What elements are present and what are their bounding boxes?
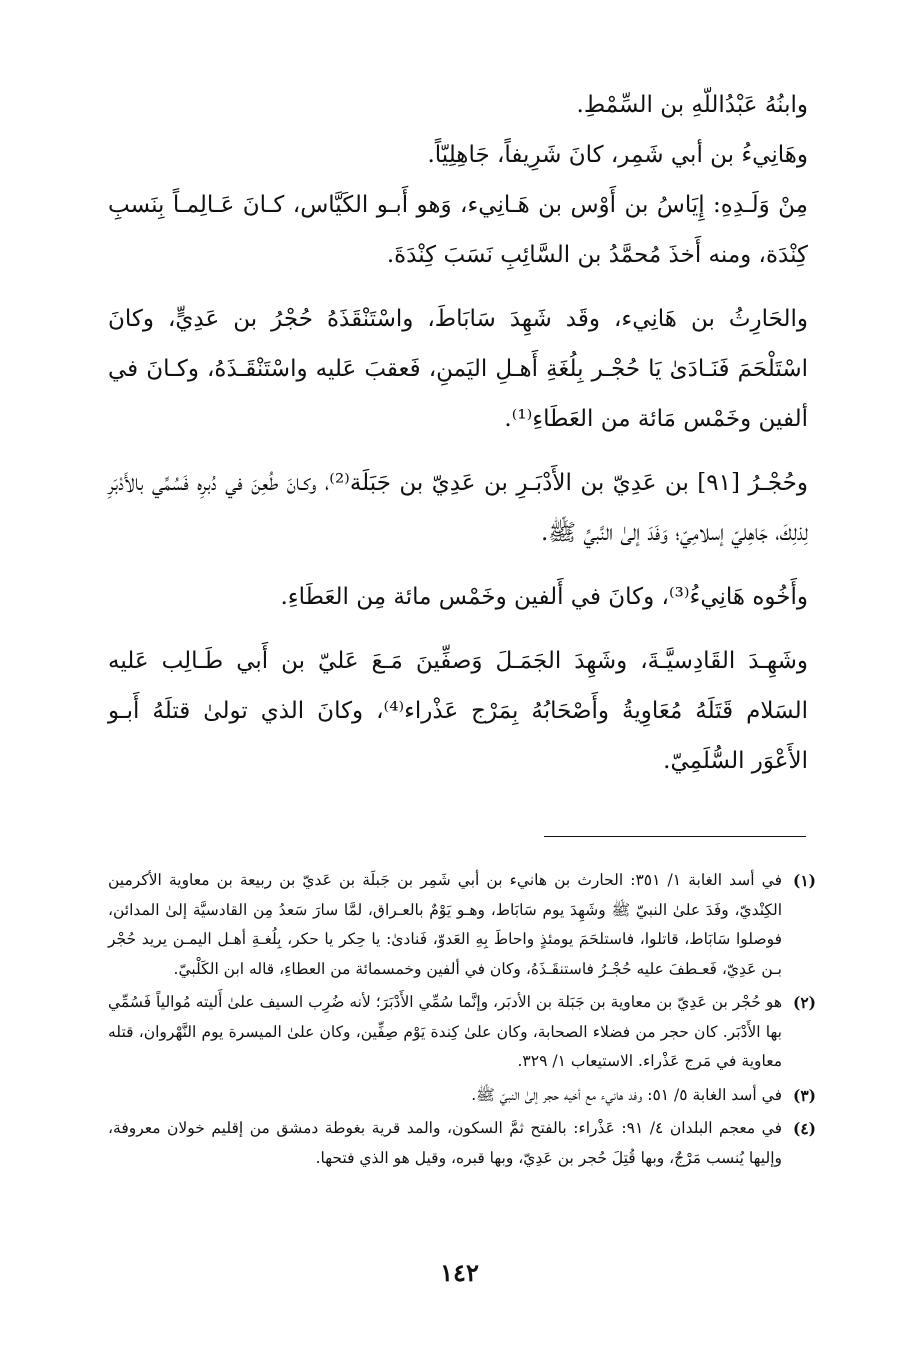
main-text — [108, 80, 808, 786]
footnote-number: (٤) — [792, 1119, 816, 1138]
footnote-text: في أسد الغابة ٥/ ٥١: وفد هانيء مع أخيه حجر إلىٰ النبيّ ﷺ. — [471, 1085, 782, 1104]
paragraph-5: وحُجْـرُ [٩١] بن عَدِيّ بن الأَدْبَـرِ بن عَدِيّ بن جَبَلَة⁽²⁾، وكـانَ طُعِنَ في دُبرِه فَسُمِّي بالأَدْبَرِ لِذلِكَ، جَاهِليّ إسلامِيّ؛ وَفَدَ إلىٰ النَّبيِّ ﷺ. — [108, 470, 809, 546]
footnote-3 — [108, 1081, 816, 1111]
paragraph-4: والحَارِثُ بن هَانِيء، وقَد شَهِدَ سَابَاطَ، واسْتَنْقَذَهُ حُجْرُ بن عَدِيٍّ، وكانَ اسْتَلْحَمَ فَنَـادَىٰ يَا حُجْـر بِلُغَةِ أَهـلِ اليَمنِ، فَعقبَ عَليه واسْتَنْقَـذَهُ، وكـانَ في ألفين وخَمْس مَائة من العَطَاءِ⁽¹⁾. — [108, 306, 808, 432]
footnote-text: في أسد الغابة ١/ ٣٥١: الحارث بن هانيء بن أبي شَمِر بن جَبلَة بن عَديّ بن ربيعة بن معاوية الأكرمين الكِنْديّ، وفَدَ علىٰ النبيّ ﷺ وشَهِدَ يوم سَابَاط، وهـو يَوْمٌ بالعـراق، لمَّا سارَ سَعدُ مِن القادسيَّة إلىٰ المدائن، فوصلوا سَابَاط، قاتلوا، فاستلحَمَ يومئذٍ واحاطَ بِهِ العَدوّ، فَنادىٰ: يا حِكر يا حكر، بِلُغـةِ أهـل اليمـن يريد حُجْر بـن عَدِيّ، فَعـطفَ عليه حُجْـرُ فاستنقَـذَهُ، وكان في ألفين وخمسمائة من العطاءِ، قاله ابن الكَلْبيّ. — [108, 871, 782, 978]
paragraph-1: وابنُهُ عَبْدُاللّهِ بن السِّمْطِ. — [576, 92, 808, 118]
paragraph-6: وأَخُوه هَانِيءُ⁽³⁾، وكانَ في أَلفين وخَمْس مائة مِن العَطَاءِ. — [280, 584, 808, 610]
page-number: ١٤٢ — [440, 1258, 479, 1287]
footnote-text: هو حُجْر بن عَدِيّ بن معاوية بن جَبَلة بن الأدبَر، وإنَّما سُمِّي الأَدْبَرَ؛ لأنه ضُرِب السيف علىٰ أَليته مُوالياً فَسُمِّي بها الأَدْبَر. كان حجر من فضلاء الصحابة، وكان علىٰ كِندة يَوْم صِفِّين، وكان علىٰ الميسرة يوم النَّهْروان، قتله معاوية في مَرج عَذْراء. الاستيعاب ١/ ٣٢٩. — [108, 993, 782, 1070]
footnotes — [108, 866, 816, 1177]
footnote-4 — [108, 1114, 816, 1173]
footnote-2 — [108, 988, 816, 1077]
footnote-1 — [108, 866, 816, 984]
footnote-separator — [544, 836, 806, 837]
footnote-number: (٢) — [792, 993, 816, 1012]
paragraph-3: مِنْ وَلَـدِهِ: إِيَاسُ بن أَوْس بن هَـانِيء، وَهو أَبـو الكَيَّاس، كـانَ عَـالِمـاً بِنَسبِ كِنْدَة، ومنه أَخذَ مُحمَّدُ بن السَّائِبِ نَسَبَ كِنْدَةَ. — [108, 192, 808, 268]
footnote-number: (٣) — [792, 1085, 816, 1105]
paragraph-7: وشَهِـدَ القَادِسيَّـةَ، وشَهِدَ الجَمَـلَ وَصفِّينَ مَـعَ عَليّ بن أَبي طَـالِب عَليه السَلام قَتَلَهُ مُعَاوِيةُ وأَصْحَابُهُ بِمَرْج عَذْراء⁽⁴⁾، وكانَ الذي تولىٰ قتلَهُ أَبـو الأَعْوَر السُّلَمِيّ. — [108, 648, 809, 774]
paragraph-2: وهَانِيءُ بن أبي شَمِر، كانَ شَرِيفاً، جَاهِلِيّاً. — [427, 142, 808, 168]
footnote-number: (١) — [792, 871, 816, 890]
footnote-text: في معجم البلدان ٤/ ٩١: عَذْراء: بالفتح ثمَّ السكون، والمد قرية بغوطة دمشق من إقليم خولان معروفة، وإليها يُنسب مَرْجٌ، وبها قُتِلَ حُجر بن عَدِيّ، وبها قبره، وقيل هو الذي فتحها. — [108, 1119, 782, 1167]
